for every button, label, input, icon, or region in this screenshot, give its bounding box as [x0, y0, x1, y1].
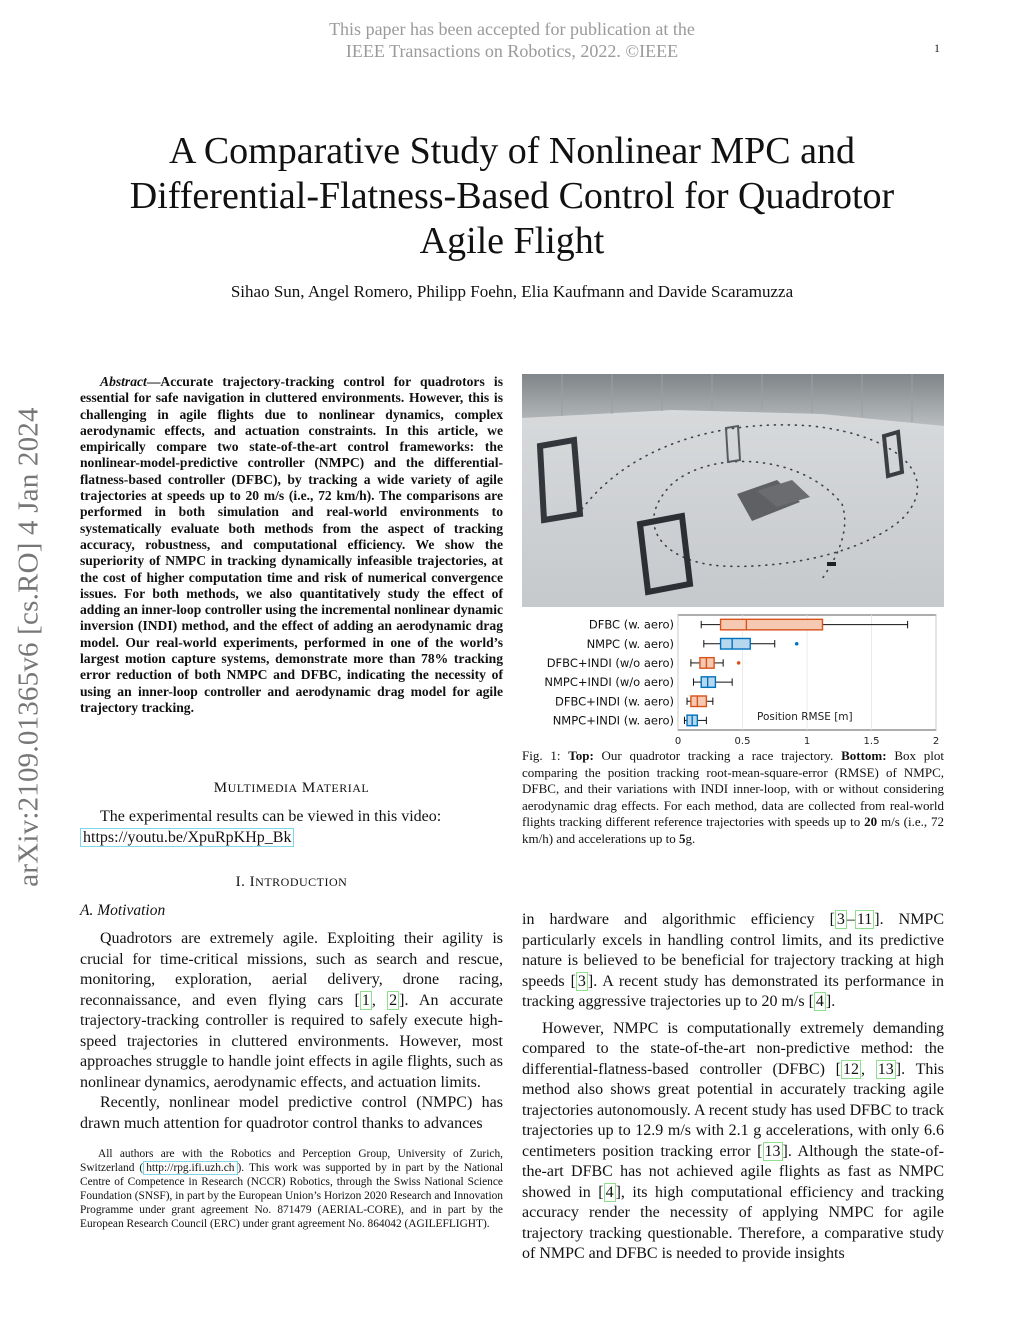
caption-text-a: Our quadrotor tracking a race trajectory.	[593, 748, 842, 763]
category-label: DFBC+INDI (w/o aero)	[546, 655, 674, 670]
r2-text-c: . Although the state-of-the-art DFBC has not achieved agile flights as fast as NMPC showed in	[522, 1142, 945, 1201]
caption-text-c: m/s (i.e., 72 km/h) and accelerations up to	[522, 814, 944, 846]
mm-h4: ATERIAL	[315, 781, 370, 795]
box	[691, 696, 706, 707]
intro-h1: I	[249, 874, 256, 890]
notice-line-1: This paper has been accepted for publication at the	[329, 19, 695, 39]
x-axis-label: Position RMSE [m]	[757, 711, 853, 723]
caption-text-d: g.	[685, 830, 696, 846]
author-list: Sihao Sun, Angel Romero, Philipp Foehn, Elia Kaufmann and Davide Scaramuzza	[230, 282, 794, 301]
notice-line-2: IEEE Transactions on Robotics, 2022. ©IEEE	[345, 41, 679, 61]
subsection-motivation: A. Motivation	[80, 902, 166, 919]
p1-text-a: Quadrotors are extremely agile. Exploiting their agility is crucial for time-critical missions, such as search and rescue, monitoring, exploration, aerial delivery, drone racing, reconnaissance, and even flying cars	[80, 930, 503, 1009]
category-label: DFBC (w. aero)	[588, 617, 674, 632]
caption-acc: 5	[679, 830, 686, 846]
r2-text-b: . This method also shows great potential in accurately tracking agile trajectories autonomously. A recent study has used DFBC to track trajectories up to 12.9 m/s with 2.1 g accelerations, with only 6.6 centimeters position tracking error	[522, 1060, 945, 1160]
drone	[827, 562, 836, 566]
title-line-1: A Comparative Study of Nonlinear MPC and	[168, 130, 856, 172]
citation[interactable]: 3	[836, 911, 845, 928]
outlier-point	[737, 661, 741, 665]
category-label: NMPC+INDI (w. aero)	[552, 713, 674, 728]
caption-bottom: Bottom:	[841, 748, 887, 763]
r1-text-a: in hardware and algorithmic efficiency	[522, 911, 830, 928]
r1-text-b: . NMPC particularly excels in handling control limits, and its predictive nature is believed to be beneficial for trajectory tracking at high speeds	[522, 911, 944, 990]
intro-h2: NTRODUCTION	[255, 875, 348, 889]
r1-text-d: .	[831, 993, 836, 1010]
arxiv-stamp	[10, 370, 48, 925]
arxiv-id: arXiv:2109.01365v6 [cs.RO] 4 Jan 2024	[12, 407, 45, 887]
x-tick-label: 0	[674, 736, 682, 747]
intro-paragraph-3: in hardware and algorithmic efficiency [ 3 – 11 ]. NMPC particularly excels in handling control limits, and its predictive nature is believed to be beneficial for trajectory tracking at high speeds [ 3 ]. A recent study has demonstrated its performance in tracking aggressive trajectories up to 20 m/s [ 4 ].	[522, 911, 945, 1010]
outlier-point	[795, 642, 799, 646]
citation[interactable]: 11	[856, 911, 873, 928]
mm-h2: ULTIMEDIA	[227, 781, 298, 795]
boxes	[684, 619, 907, 725]
footnote-text-a: All authors are with the Robotics and Perception Group, University of Zurich, Switzerland (	[80, 1148, 503, 1175]
title-line-2: Differential-Flatness-Based Control for Quadrotor	[129, 175, 895, 217]
intro-paragraph-4: However, NMPC is computationally extremely demanding compared to the state-of-the-art non-predictive method: the differential-flatness-based controller (DFBC) [ 12 , 13 ]. This method also shows great potential in accurately tracking agile trajectories autonomously. A recent study has used DFBC to track trajectories up to 12.9 m/s with 2.1 g accelerations, with only 6.6 centimeters position tracking error [ 13 ]. Although the state-of-the-art DFBC has not achieved agile flights as fast as NMPC showed in [ 4 ], its high computational efficiency and tracking accuracy render the necessity of applying NMPC for agile trajectory tracking questionable. Therefore, a comparative study of NMPC and DFBC is needed to provide insights	[522, 1019, 945, 1262]
figure-caption	[522, 748, 944, 848]
citation[interactable]: 1	[361, 991, 370, 1009]
video-link[interactable]: https://youtu.be/XpuRpKHp_Bk	[80, 828, 294, 847]
publication-notice	[0, 18, 1024, 62]
intro-numeral: I.	[235, 874, 250, 890]
category-labels	[544, 618, 674, 728]
boxplot-svg	[522, 610, 947, 750]
citation[interactable]: 12	[843, 1060, 859, 1078]
category-label: DFBC+INDI (w. aero)	[555, 694, 674, 709]
intro-paragraph-2: Recently, nonlinear model predictive control (NMPC) has drawn much attention for quadrotor control thanks to advances	[80, 1094, 503, 1132]
citation[interactable]: 3	[577, 972, 586, 990]
boxplot-figure	[522, 610, 947, 750]
x-tick-label: 0.5	[734, 736, 751, 747]
category-label: NMPC (w. aero)	[586, 636, 674, 651]
box	[721, 619, 823, 630]
r1-text-c: . A recent study has demonstrated its performance in tracking aggressive trajectories up to 20 m/s	[522, 972, 945, 1010]
intro-right-column	[522, 910, 944, 1265]
caption-text-b: Box plot comparing the position tracking root-mean-square-error (RMSE) of NMPC, DFBC, and their variations with INDI inner-loop, with or without considering aerodynamic drag effects. For each method, data are collected from real-world flights tracking different reference trajectories with speeds up to	[522, 748, 944, 830]
caption-top: Top:	[568, 748, 594, 763]
figure-photo	[522, 374, 944, 607]
citation[interactable]: 13	[877, 1060, 894, 1078]
multimedia-heading	[80, 780, 503, 797]
citation[interactable]: 4	[605, 1183, 614, 1201]
citation[interactable]: 4	[815, 993, 824, 1010]
x-tick-label: 1	[803, 736, 811, 747]
abstract	[80, 374, 503, 716]
mm-h3: M	[301, 780, 316, 796]
multimedia-section	[80, 807, 503, 848]
box	[721, 638, 751, 649]
citation[interactable]: 2	[389, 991, 398, 1009]
lab-link[interactable]: http://rpg.ifi.uzh.ch	[143, 1161, 237, 1175]
paper-title	[60, 129, 964, 264]
footnote-text-b: ). This work was supported by in part by the National Centre of Competence in Research (NCCR) Robotics, through the Swiss National Science Foundation (SNSF), in part by the European Union’s Horizon 2020 Research and Innovation Programme under grant agreement No. 871479 (AERIAL-CORE), and in part by the European Research Council (ERC) under grant agreement No. 864042 (AGILEFLIGHT).	[80, 1162, 504, 1231]
abstract-label: Abstract	[100, 374, 147, 389]
p1-text-b: . An accurate trajectory-tracking controller is required to safely execute high-speed trajectories in cluttered environments. However, most approaches struggle to handle joint effects in agile flights, such as nonlinear dynamics, aerodynamic effects, and actuation limits.	[80, 991, 504, 1091]
intro-paragraph-1: Quadrotors are extremely agile. Exploiting their agility is crucial for time-critical missions, such as search and rescue, monitoring, exploration, aerial delivery, drone racing, reconnaissance, and even flying cars [ 1 , 2 ]. An accurate trajectory-tracking controller is required to safely execute high-speed trajectories in cluttered environments. However, most approaches struggle to handle joint effects in agile flights, such as nonlinear dynamics, aerodynamic effects, and actuation limits.	[80, 930, 504, 1091]
abstract-text: —Accurate trajectory-tracking control for quadrotors is essential for safe navigation in cluttered environments. However, this is challenging in agile flights due to nonlinear dynamics, complex aerodynamic effects, and actuation constraints. In this article, we empirically compare two state-of-the-art control frameworks: the nonlinear-model-predictive controller (NMPC) and the differential-flatness-based controller (DFBC), by tracking a wide variety of agile trajectories at speeds up to 20 m/s (i.e., 72 km/h). The comparisons are performed in both simulation and real-world environments to systematically evaluate both methods from the aspect of tracking accuracy, robustness, and computational efficiency. We show the superiority of NMPC in tracking dynamically infeasible trajectories, at the cost of higher computation time and risk of numerical convergence issues. For both methods, we also quantitatively study the effect of adding an inner-loop controller using the incremental nonlinear dynamic inversion (INDI) method, and the effect of adding an aerodynamic drag model. Our real-world experiments, performed in one of the world’s largest motion capture systems, demonstrate more than 78% tracking error reduction of both NMPC and DFBC, indicating the necessity of using an inner-loop controller and aerodynamic drag model for agile trajectory tracking.	[80, 374, 503, 715]
multimedia-text: The experimental results can be viewed in this video:	[100, 808, 442, 825]
introduction-heading	[80, 874, 503, 891]
x-ticks	[675, 736, 939, 747]
x-tick-label: 1.5	[863, 736, 880, 747]
category-label: NMPC+INDI (w/o aero)	[544, 675, 674, 690]
x-tick-label: 2	[932, 736, 940, 747]
footnote	[80, 1147, 503, 1232]
caption-label: Fig. 1:	[522, 748, 569, 763]
intro-left-column	[80, 929, 503, 1134]
caption-speed: 20	[864, 814, 878, 830]
mm-h1: M	[213, 780, 228, 796]
r2-text-d: , its high computational efficiency and tracking accuracy render the necessity of applying NMPC for agile trajectory tracking questionable. Therefore, a comparative study of NMPC and DFBC is needed to provide insights	[522, 1183, 945, 1262]
citation[interactable]: 13	[764, 1142, 781, 1160]
page-number: 1	[934, 41, 940, 55]
r2-text-a: However, NMPC is computationally extremely demanding compared to the state-of-the-art non-predictive method: the differential-flatness-based controller (DFBC)	[522, 1019, 944, 1078]
hangar-photo	[522, 374, 944, 607]
title-line-3: Agile Flight	[419, 220, 605, 262]
